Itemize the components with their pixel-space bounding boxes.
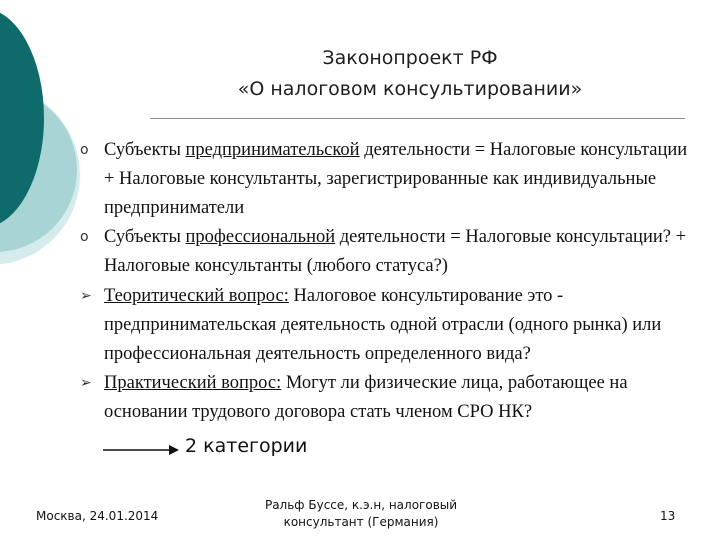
categories-label: 2 категории [185,435,308,457]
bullet-underlined-term: Практический вопрос: [104,373,282,393]
circle-bullet-icon: o [80,229,89,245]
bullet-text-part: Субъекты [104,227,186,247]
bullet-text-part: Субъекты [104,140,186,160]
footer-author-line1: Ральф Буссе, к.э.н, налоговый [264,498,458,512]
bullet-text [104,136,694,223]
decorative-circles [0,0,80,300]
title-divider [150,118,685,119]
circle-bullet-icon: o [80,142,89,158]
bullet-text-part: деятельности = Налоговые консультации + Налоговые консультанты, зарегистрированные как индивидуальные предприниматели [104,140,688,218]
bullet-text [104,369,694,427]
arrow-bullet-icon: ➢ [80,375,92,391]
right-arrow-icon [103,443,179,457]
bullet-text-part: Могут ли физические лица, работающее на основании трудового договора стать членом СРО НК? [104,373,628,422]
bullet-text-part: деятельности = Налоговые консультации? + Налоговые консультанты (любого статуса?) [104,227,687,276]
bullet-text [104,223,694,281]
bullet-underlined-term: профессиональной [185,227,336,247]
footer-author [236,497,486,531]
bullet-text-part: Налоговое консультирование это - предпринимательская деятельность одной отрасли (одного рынка) или профессиональная деятельность определенного вида? [104,286,662,364]
footer-date: Москва, 24.01.2014 [36,509,159,523]
footer-author-line2: консультант (Германия) [283,515,439,529]
bullet-underlined-term: предпринимательской [185,140,360,160]
slide-title-line1: Законопроект РФ [322,47,498,69]
page-number: 13 [660,509,676,523]
arrow-bullet-icon: ➢ [80,288,92,304]
bullet-text [104,282,694,369]
slide-title-line2: «О налоговом консультировании» [237,78,583,100]
bullet-underlined-term: Теоритический вопрос: [104,286,289,306]
